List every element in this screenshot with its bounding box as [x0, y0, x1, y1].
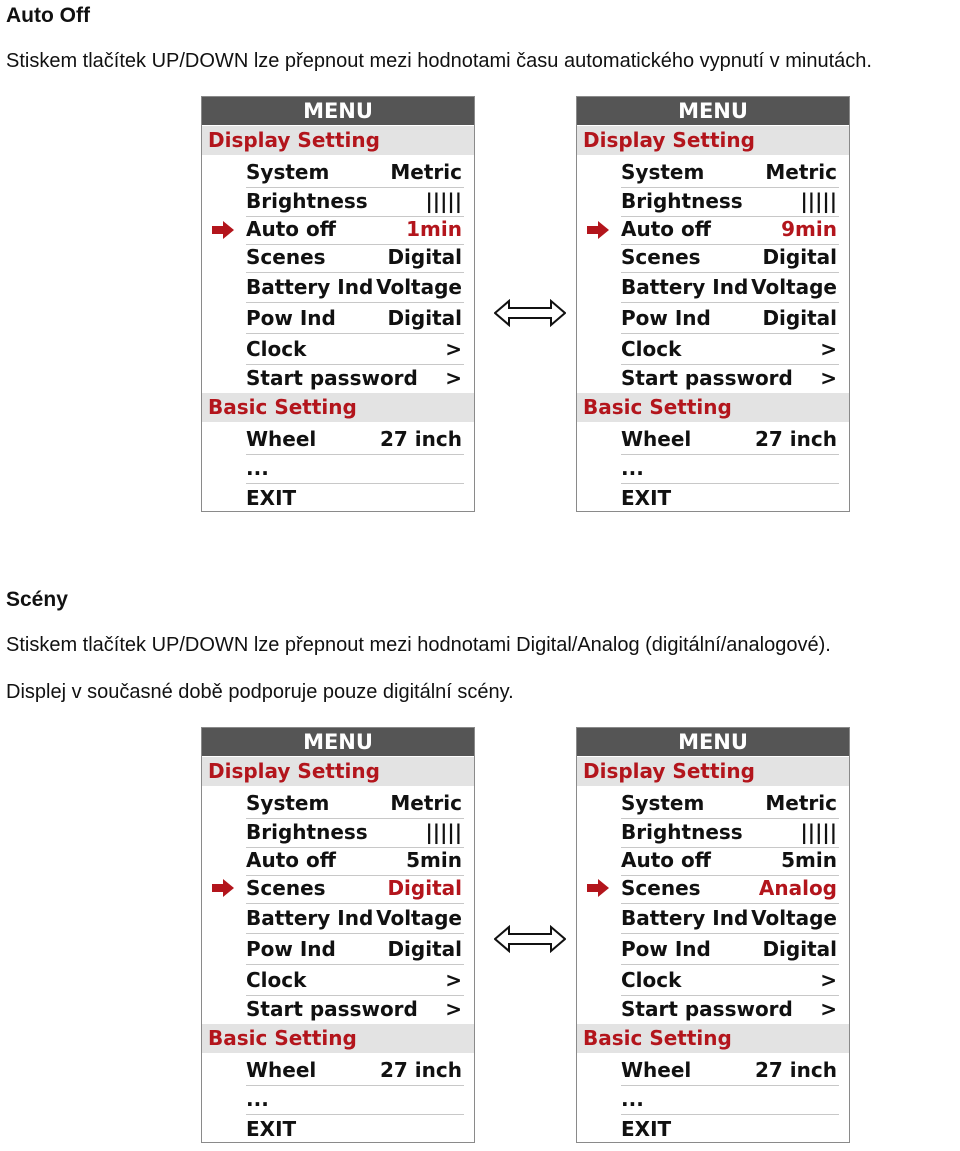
row-value: Voltage: [751, 275, 837, 299]
right-arrow-icon: [587, 879, 609, 897]
row-system: [246, 789, 464, 819]
row-value: Voltage: [751, 906, 837, 930]
menu-panel-before: [201, 727, 475, 1143]
row-label: ...: [621, 1087, 644, 1111]
row-value-selected: Digital: [387, 876, 462, 900]
row-auto-off: [246, 215, 464, 245]
row-value: Digital: [387, 245, 462, 269]
row-label: Auto off: [621, 217, 711, 241]
row-value: 27 inch: [755, 1058, 837, 1082]
row-label: Pow Ind: [621, 306, 711, 330]
row-label: EXIT: [621, 486, 672, 510]
row-label: Pow Ind: [621, 937, 711, 961]
row-label: Start password: [621, 366, 793, 390]
display-setting-header: Display Setting: [202, 126, 474, 155]
row-label: System: [621, 791, 705, 815]
row-label: Scenes: [621, 876, 701, 900]
row-value: >: [820, 997, 837, 1021]
row-label: EXIT: [246, 486, 297, 510]
row-value: >: [820, 366, 837, 390]
right-arrow-icon: [587, 221, 609, 239]
row-clock: [621, 966, 839, 996]
row-value: Digital: [387, 937, 462, 961]
row-label: Start password: [246, 366, 418, 390]
row-label: Clock: [621, 968, 682, 992]
row-value: Metric: [390, 791, 462, 815]
display-setting-header: Display Setting: [577, 757, 849, 786]
row-label: Brightness: [246, 820, 368, 844]
row-value: >: [820, 968, 837, 992]
row-value: 5min: [406, 848, 462, 872]
row-battery-ind: [621, 273, 839, 303]
row-label: Start password: [621, 997, 793, 1021]
row-pow-ind: [621, 304, 839, 334]
row-wheel: [621, 1056, 839, 1086]
row-label: Battery Ind: [621, 275, 749, 299]
menu-title: MENU: [577, 728, 849, 756]
row-label: Clock: [621, 337, 682, 361]
row-value-selected: 1min: [406, 217, 462, 241]
row-value: Metric: [390, 160, 462, 184]
row-value: Digital: [762, 937, 837, 961]
row-value: Voltage: [376, 275, 462, 299]
row-label: System: [246, 160, 330, 184]
row-battery-ind: [246, 273, 464, 303]
row-label: Scenes: [246, 876, 326, 900]
row-label: ...: [621, 456, 644, 480]
row-label: System: [246, 791, 330, 815]
row-value: >: [445, 968, 462, 992]
row-label: Scenes: [246, 245, 326, 269]
row-value: 5min: [781, 848, 837, 872]
row-value: 27 inch: [380, 427, 462, 451]
row-value: >: [445, 337, 462, 361]
row-label: Auto off: [621, 848, 711, 872]
section-description: Stiskem tlačítek UP/DOWN lze přepnout mezi hodnotami Digital/Analog (digitální/analogové).: [6, 634, 831, 656]
section-description-2: Displej v současné době podporuje pouze digitální scény.: [6, 681, 514, 703]
row-wheel: [621, 425, 839, 455]
row-ellipsis: [246, 1085, 464, 1115]
row-label: Pow Ind: [246, 937, 336, 961]
row-label: Clock: [246, 968, 307, 992]
row-pow-ind: [246, 304, 464, 334]
right-arrow-icon: [212, 221, 234, 239]
row-label: Auto off: [246, 217, 336, 241]
row-value: 27 inch: [380, 1058, 462, 1082]
row-label: Brightness: [621, 189, 743, 213]
menu-panel-after: [576, 96, 850, 512]
basic-setting-header: Basic Setting: [577, 393, 849, 422]
section-heading-auto-off: Auto Off: [6, 4, 90, 27]
row-exit: [246, 484, 464, 513]
row-label: EXIT: [246, 1117, 297, 1141]
row-scenes: [621, 243, 839, 273]
row-label: System: [621, 160, 705, 184]
row-exit: [246, 1115, 464, 1144]
double-arrow-icon: [494, 299, 566, 327]
row-start-password: [621, 995, 839, 1025]
double-arrow-icon: [494, 925, 566, 953]
menu-title: MENU: [202, 97, 474, 125]
row-value: >: [445, 366, 462, 390]
row-label: Brightness: [621, 820, 743, 844]
display-setting-header: Display Setting: [577, 126, 849, 155]
row-value-selected: 9min: [781, 217, 837, 241]
row-label: Wheel: [621, 1058, 692, 1082]
row-value: Metric: [765, 791, 837, 815]
row-value: 27 inch: [755, 427, 837, 451]
menu-title: MENU: [202, 728, 474, 756]
row-value: |||||: [800, 189, 837, 213]
row-label: Brightness: [246, 189, 368, 213]
row-scenes: [621, 874, 839, 904]
row-label: Wheel: [246, 1058, 317, 1082]
menu-panel-before: [201, 96, 475, 512]
row-start-password: [246, 995, 464, 1025]
row-exit: [621, 1115, 839, 1144]
row-label: ...: [246, 1087, 269, 1111]
row-value: Digital: [387, 306, 462, 330]
menu-panel-after: [576, 727, 850, 1143]
row-auto-off: [246, 846, 464, 876]
row-wheel: [246, 425, 464, 455]
row-label: EXIT: [621, 1117, 672, 1141]
row-brightness: [246, 187, 464, 217]
row-clock: [246, 335, 464, 365]
row-ellipsis: [621, 454, 839, 484]
row-value: >: [445, 997, 462, 1021]
row-wheel: [246, 1056, 464, 1086]
row-pow-ind: [621, 935, 839, 965]
row-auto-off: [621, 215, 839, 245]
row-label: Scenes: [621, 245, 701, 269]
row-value: Voltage: [376, 906, 462, 930]
row-pow-ind: [246, 935, 464, 965]
row-clock: [246, 966, 464, 996]
section-heading-scenes: Scény: [6, 588, 68, 611]
row-value: Metric: [765, 160, 837, 184]
row-value: Digital: [762, 306, 837, 330]
row-brightness: [246, 818, 464, 848]
row-value-selected: Analog: [758, 876, 837, 900]
basic-setting-header: Basic Setting: [202, 393, 474, 422]
row-label: Start password: [246, 997, 418, 1021]
row-label: Wheel: [621, 427, 692, 451]
row-clock: [621, 335, 839, 365]
row-label: Battery Ind: [621, 906, 749, 930]
row-start-password: [246, 364, 464, 394]
row-start-password: [621, 364, 839, 394]
row-value: >: [820, 337, 837, 361]
row-battery-ind: [621, 904, 839, 934]
row-ellipsis: [246, 454, 464, 484]
row-ellipsis: [621, 1085, 839, 1115]
row-label: Battery Ind: [246, 906, 374, 930]
row-label: Clock: [246, 337, 307, 361]
row-value: |||||: [425, 820, 462, 844]
row-value: |||||: [425, 189, 462, 213]
row-exit: [621, 484, 839, 513]
basic-setting-header: Basic Setting: [202, 1024, 474, 1053]
display-setting-header: Display Setting: [202, 757, 474, 786]
row-system: [621, 789, 839, 819]
row-battery-ind: [246, 904, 464, 934]
section-description: Stiskem tlačítek UP/DOWN lze přepnout mezi hodnotami času automatického vypnutí v minutách.: [6, 50, 872, 72]
row-value: |||||: [800, 820, 837, 844]
row-system: [246, 158, 464, 188]
row-auto-off: [621, 846, 839, 876]
row-brightness: [621, 818, 839, 848]
row-system: [621, 158, 839, 188]
basic-setting-header: Basic Setting: [577, 1024, 849, 1053]
row-brightness: [621, 187, 839, 217]
row-scenes: [246, 874, 464, 904]
row-value: Digital: [762, 245, 837, 269]
row-scenes: [246, 243, 464, 273]
row-label: ...: [246, 456, 269, 480]
row-label: Auto off: [246, 848, 336, 872]
row-label: Pow Ind: [246, 306, 336, 330]
row-label: Battery Ind: [246, 275, 374, 299]
row-label: Wheel: [246, 427, 317, 451]
menu-title: MENU: [577, 97, 849, 125]
right-arrow-icon: [212, 879, 234, 897]
